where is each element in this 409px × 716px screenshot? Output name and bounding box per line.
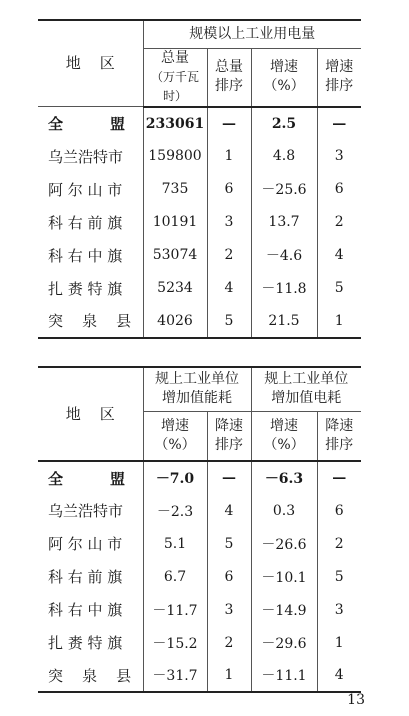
power-rank-cell: 3 [317,593,361,626]
energy-growth-cell: －31.7 [143,659,207,692]
col-growth-header: 增速 （%） [251,48,317,107]
power-growth-cell: －29.6 [251,626,317,659]
energy-rank-cell: 4 [207,494,251,527]
table-row [38,659,361,692]
table-row [38,206,361,239]
table-row [38,593,361,626]
region-cell: 突 泉 县 [38,659,143,692]
growth-cell: －25.6 [251,173,317,206]
growth-cell: 21.5 [251,305,317,338]
energy-rank-cell: — [207,461,251,494]
region-cell: 科 右 前 旗 [48,568,123,586]
col-growth-rank-header: 增速 排序 [317,48,361,107]
growth-rank-cell: 4 [317,239,361,272]
total-rank-cell: 3 [207,206,251,239]
growth-rank-cell: 6 [317,173,361,206]
region-cell: 全 盟 [48,114,125,133]
energy-rank-cell: 2 [207,626,251,659]
col-total-rank-header: 总量 排序 [207,48,251,107]
region-header: 地 区 [38,367,143,461]
total-cell: 735 [143,173,207,206]
table-row [38,527,361,560]
total-cell: 10191 [143,206,207,239]
energy-growth-cell: －7.0 [143,461,207,494]
power-rank-cell: 5 [317,560,361,593]
table-row [38,461,361,494]
region-cell: 阿 尔 山 市 [48,535,123,553]
region-cell: 科 右 中 旗 [48,246,123,265]
growth-cell: 4.8 [251,140,317,173]
total-rank-cell: 1 [207,140,251,173]
electricity-table [38,19,361,339]
col-power-rank-header: 降速 排序 [317,411,361,461]
table-row [38,173,361,206]
page-number: 13 [347,692,365,708]
group-header-power: 规上工业单位 增加值电耗 [251,367,361,411]
region-cell: 突 泉 县 [38,305,143,338]
power-rank-cell: — [317,461,361,494]
total-rank-cell: 2 [207,239,251,272]
growth-cell: 2.5 [251,107,317,140]
table-row [38,305,361,338]
col-energy-growth-header: 增速 （%） [143,411,207,461]
growth-cell: －11.8 [251,272,317,305]
energy-consumption-table [38,366,361,693]
group-header-electricity: 规模以上工业用电量 [143,20,361,48]
power-rank-cell: 4 [317,659,361,692]
col-energy-rank-header: 降速 排序 [207,411,251,461]
growth-cell: －4.6 [251,239,317,272]
growth-rank-cell: — [317,107,361,140]
energy-growth-cell: －15.2 [143,626,207,659]
region-cell: 乌兰浩特市 [48,147,124,166]
total-rank-cell: 4 [207,272,251,305]
total-cell: 159800 [143,140,207,173]
table-row [38,140,361,173]
table-row [38,626,361,659]
power-growth-cell: －10.1 [251,560,317,593]
total-cell: 233061 [143,107,207,140]
growth-cell: 13.7 [251,206,317,239]
region-cell: 阿 尔 山 市 [48,180,123,199]
power-growth-cell: －11.1 [251,659,317,692]
growth-rank-cell: 1 [317,305,361,338]
total-cell: 53074 [143,239,207,272]
table-row [38,272,361,305]
col-power-growth-header: 增速 （%） [251,411,317,461]
col-total-header: 总量 （万千瓦时） [143,48,207,107]
electricity-table-body [38,107,361,338]
total-rank-cell: 5 [207,305,251,338]
energy-rank-cell: 6 [207,560,251,593]
region-header: 地 区 [38,20,143,107]
total-rank-cell: 6 [207,173,251,206]
total-rank-cell: — [207,107,251,140]
power-rank-cell: 6 [317,494,361,527]
power-growth-cell: －14.9 [251,593,317,626]
energy-growth-cell: 5.1 [143,527,207,560]
energy-rank-cell: 1 [207,659,251,692]
region-cell: 科 右 中 旗 [48,601,123,619]
region-cell: 科 右 前 旗 [48,213,123,232]
energy-growth-cell: －11.7 [143,593,207,626]
power-growth-cell: －6.3 [251,461,317,494]
region-cell: 扎 赉 特 旗 [48,634,123,652]
power-rank-cell: 2 [317,527,361,560]
energy-rank-cell: 3 [207,593,251,626]
region-cell: 乌兰浩特市 [48,502,124,520]
power-rank-cell: 1 [317,626,361,659]
table-row [38,560,361,593]
energy-table-body [38,461,361,692]
growth-rank-cell: 3 [317,140,361,173]
total-cell: 5234 [143,272,207,305]
energy-rank-cell: 5 [207,527,251,560]
table-row [38,494,361,527]
growth-rank-cell: 2 [317,206,361,239]
region-cell: 扎 赉 特 旗 [48,279,123,298]
table-row [38,107,361,140]
region-cell: 全 盟 [48,469,125,488]
power-growth-cell: 0.3 [251,494,317,527]
energy-growth-cell: －2.3 [143,494,207,527]
energy-growth-cell: 6.7 [143,560,207,593]
growth-rank-cell: 5 [317,272,361,305]
group-header-energy: 规上工业单位 增加值能耗 [143,367,251,411]
total-cell: 4026 [143,305,207,338]
table-row [38,239,361,272]
power-growth-cell: －26.6 [251,527,317,560]
